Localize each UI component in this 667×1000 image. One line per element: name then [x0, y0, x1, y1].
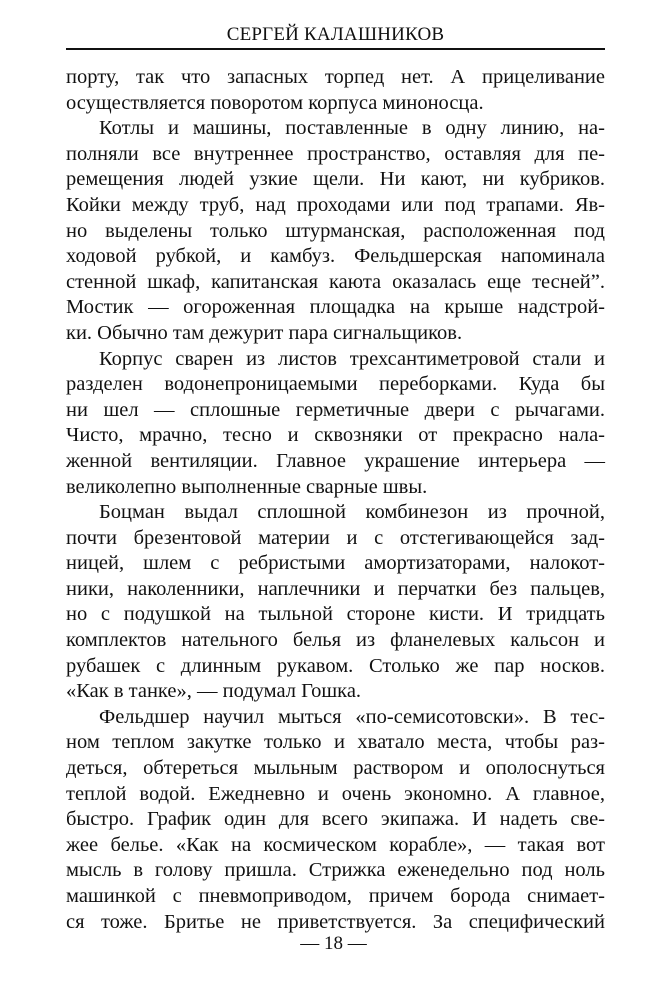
- text-line: деться, обтереться мыльным раствором и ополоснуться: [66, 757, 605, 780]
- text-line: но с подушкой на тыльной стороне кисти. И тридцать: [66, 603, 605, 626]
- text-line: машинкой с пневмоприводом, причем борода снимает-: [66, 885, 605, 907]
- text-line: комплектов нательного белья из фланелевых кальсон и: [66, 629, 605, 652]
- text-line: ходовой рубкой, и камбуз. Фельдшерская напоминала: [66, 245, 605, 268]
- text-line: быстро. График один для всего экипажа. И надеть све-: [66, 808, 605, 831]
- paragraph-first-line: Боцман выдал сплошной комбинезон из прочной,: [99, 501, 605, 524]
- paragraph-first-line: Корпус сварен из листов трехсантиметровой стали и: [99, 347, 605, 370]
- paragraph-first-line: Котлы и машины, поставленные в одну линию, на-: [99, 117, 605, 140]
- text-line: но выделены только штурманская, расположенная под: [66, 219, 605, 242]
- text-line: Чисто, мрачно, тесно и сквозняки от прекрасно нала-: [66, 424, 605, 447]
- paragraph-first-line: Фельдшер научил мыться «по-семисотовски». В тес-: [99, 705, 605, 728]
- text-line: порту, так что запасных торпед нет. А прицеливание: [66, 66, 605, 88]
- text-line: мысль в голову пришла. Стрижка еженедельно под ноль: [66, 859, 605, 882]
- page-number: — 18 —: [300, 933, 367, 954]
- text-line: рубашек с длинным рукавом. Столько же пар носков.: [66, 654, 605, 677]
- text-line: осуществляется поворотом корпуса миноносца.: [66, 91, 484, 114]
- text-line: разделен водонепроницаемыми переборками. Куда бы: [66, 373, 605, 396]
- text-line: стенной шкаф, капитанская каюта оказалась еще теснейˮ.: [66, 270, 605, 293]
- text-line: Мостик — огороженная площадка на крыше надстрой-: [66, 296, 605, 319]
- text-line: ницей, шлем с ребристыми амортизаторами, налокот-: [66, 552, 605, 575]
- text-line: ни шел — сплошные герметичные двери с рычагами.: [66, 398, 605, 421]
- text-line: полняли все внутреннее пространство, оставляя для пе-: [66, 142, 605, 165]
- text-line: «Как в танке», — подумал Гошка.: [66, 680, 362, 703]
- text-line: жее белье. «Как на космическом корабле», — такая вот: [66, 833, 605, 856]
- text-line: ремещения людей узкие щели. Ни кают, ни кубриков.: [66, 168, 605, 191]
- text-line: женной вентиляции. Главное украшение интерьера —: [66, 449, 605, 472]
- text-line: ки. Обычно там дежурит пара сигнальщиков.: [66, 321, 463, 344]
- body-text: [66, 65, 605, 935]
- running-header-author: СЕРГЕЙ КАЛАШНИКОВ: [226, 24, 445, 45]
- text-line: Койки между труб, над проходами или под трапами. Яв-: [66, 193, 605, 216]
- text-line: теплой водой. Ежедневно и очень экономно. А главное,: [66, 782, 605, 805]
- text-line: ся тоже. Бритье не приветствуется. За специфический: [66, 910, 605, 933]
- header-rule: [66, 48, 605, 50]
- text-line: ники, наколенники, наплечники и перчатки без пальцев,: [66, 577, 605, 600]
- text-line: ном теплом закутке только и хватало места, чтобы раз-: [66, 731, 605, 754]
- text-line: почти брезентовой материи и с отстегивающейся зад-: [66, 526, 605, 549]
- text-line: великолепно выполненные сварные швы.: [66, 475, 428, 498]
